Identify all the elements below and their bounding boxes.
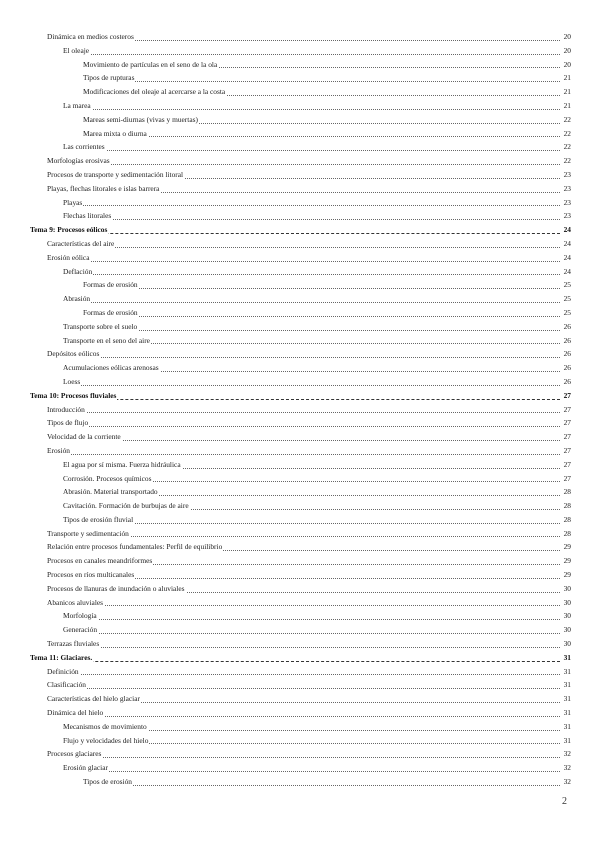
- toc-entry[interactable]: [30, 334, 571, 348]
- toc-entry[interactable]: [30, 223, 571, 237]
- toc-entry-label: Abanicos aluviales: [47, 596, 104, 610]
- dot-leader: [63, 385, 560, 386]
- dot-leader: [63, 771, 560, 772]
- toc-entry-page: 27: [563, 404, 571, 414]
- dot-leader: [47, 688, 560, 689]
- toc-entry-label: Procesos de llanuras de inundación o aluviales: [47, 582, 186, 596]
- toc-entry-page: 25: [563, 294, 571, 304]
- toc-entry-label: Movimiento de partículas en el seno de la ola: [83, 58, 218, 72]
- toc-entry[interactable]: [30, 168, 571, 182]
- toc-entry[interactable]: [30, 775, 571, 789]
- toc-entry-label: Depósitos eólicos: [47, 347, 100, 361]
- toc-entry-label: Procesos en canales meandriformes: [47, 554, 153, 568]
- toc-entry-page: 24: [563, 266, 571, 276]
- toc-entry[interactable]: [30, 58, 571, 72]
- toc-entry-page: 29: [563, 556, 571, 566]
- toc-entry[interactable]: [30, 320, 571, 334]
- toc-entry-label: Deflación: [63, 265, 93, 279]
- toc-entry-page: 30: [563, 625, 571, 635]
- toc-entry-label: Morfologías erosivas: [47, 154, 111, 168]
- toc-entry-label: Tipos de rupturas: [83, 71, 135, 85]
- toc-entry-page: 20: [563, 32, 571, 41]
- toc-entry[interactable]: [30, 609, 571, 623]
- toc-entry[interactable]: [30, 651, 571, 665]
- toc-entry-page: 29: [563, 570, 571, 580]
- toc-entry-label: Flechas litorales: [63, 209, 112, 223]
- dot-leader: [63, 109, 560, 110]
- toc-entry[interactable]: [30, 637, 571, 651]
- toc-entry[interactable]: [30, 678, 571, 692]
- toc-entry[interactable]: [30, 375, 571, 389]
- toc-entry[interactable]: [30, 389, 571, 403]
- toc-entry[interactable]: [30, 458, 571, 472]
- toc-entry-label: Mareas semi-diurnas (vivas y muertas): [83, 113, 199, 127]
- page-number: 2: [562, 796, 567, 807]
- toc-entry-page: 23: [563, 169, 571, 179]
- toc-entry-label: Tipos de flujo: [47, 416, 89, 430]
- toc-entry[interactable]: [30, 306, 571, 320]
- toc-entry-page: 32: [563, 763, 571, 773]
- toc-entry-page: 28: [563, 528, 571, 538]
- toc-entry-page: 23: [563, 183, 571, 193]
- toc-entry-page: 31: [563, 652, 571, 662]
- toc-entry-page: 25: [563, 280, 571, 290]
- toc-entry-page: 27: [563, 390, 571, 400]
- toc-entry[interactable]: [30, 665, 571, 679]
- dot-leader: [47, 164, 560, 165]
- toc-entry[interactable]: [30, 403, 571, 417]
- toc-entry[interactable]: [30, 196, 571, 210]
- toc-entry-label: Mecanismos de movimiento: [63, 720, 148, 734]
- toc-entry-label: Cavitación. Formación de burbujas de aire: [63, 499, 190, 513]
- toc-entry-label: Transporte en el seno del aire: [63, 334, 151, 348]
- toc-entry-page: 31: [563, 708, 571, 718]
- toc-entry[interactable]: [30, 761, 571, 775]
- toc-entry-page: 28: [563, 487, 571, 497]
- dot-leader: [30, 661, 560, 662]
- toc-entry[interactable]: [30, 444, 571, 458]
- toc-entry-label: Erosión glaciar: [63, 761, 109, 775]
- toc-entry[interactable]: [30, 99, 571, 113]
- toc-entry[interactable]: [30, 251, 571, 265]
- toc-entry[interactable]: [30, 720, 571, 734]
- toc-entry-page: 27: [563, 418, 571, 428]
- dot-leader: [47, 674, 560, 675]
- toc-entry-page: 23: [563, 197, 571, 207]
- toc-entry[interactable]: [30, 30, 571, 44]
- toc-entry[interactable]: [30, 582, 571, 596]
- toc-entry-label: Terrazas fluviales: [47, 637, 100, 651]
- dot-leader: [47, 412, 560, 413]
- dot-leader: [83, 81, 560, 82]
- toc-entry-page: 29: [563, 542, 571, 552]
- toc-entry-label: Transporte y sedimentación: [47, 527, 130, 541]
- toc-entry-label: Abrasión: [63, 292, 91, 306]
- toc-entry-page: 26: [563, 376, 571, 386]
- toc-entry-page: 20: [563, 59, 571, 69]
- toc-entry[interactable]: [30, 416, 571, 430]
- toc-entry-label: El agua por sí misma. Fuerza hidráulica: [63, 458, 182, 472]
- toc-entry-label: Morfología: [63, 609, 98, 623]
- toc-entry-page: 20: [563, 45, 571, 55]
- toc-entry-label: Playas: [63, 196, 83, 210]
- dot-leader: [30, 233, 560, 234]
- toc-entry[interactable]: [30, 513, 571, 527]
- toc-entry-label: Generación: [63, 623, 98, 637]
- toc-entry-label: Definición: [47, 665, 80, 679]
- toc-entry-label: Tipos de erosión fluvial: [63, 513, 134, 527]
- toc-entry-label: Tema 10: Procesos fluviales: [30, 389, 117, 403]
- toc-entry-label: Formas de erosión: [83, 278, 139, 292]
- dot-leader: [83, 785, 560, 786]
- toc-entry[interactable]: [30, 692, 571, 706]
- toc-entry-page: 22: [563, 156, 571, 166]
- toc-entry[interactable]: [30, 485, 571, 499]
- toc-entry-page: 24: [563, 225, 571, 235]
- toc-entry-page: 27: [563, 432, 571, 442]
- toc-entry-label: Abrasión. Material transportado: [63, 485, 159, 499]
- toc-entry-page: 22: [563, 114, 571, 124]
- toc-entry-page: 22: [563, 128, 571, 138]
- toc-entry-page: 22: [563, 142, 571, 152]
- toc-entry-label: Dinámica del hielo: [47, 706, 104, 720]
- toc-entry[interactable]: [30, 734, 571, 748]
- dot-leader: [83, 136, 560, 137]
- toc-entry-label: El oleaje: [63, 44, 90, 58]
- toc-entry-label: Tema 9: Procesos eólicos: [30, 223, 108, 237]
- toc-entry-page: 21: [563, 73, 571, 83]
- toc-entry[interactable]: [30, 113, 571, 127]
- toc-entry-page: 27: [563, 445, 571, 455]
- toc-entry-label: Procesos en ríos multicanales: [47, 568, 135, 582]
- toc-entry-page: 27: [563, 459, 571, 469]
- dot-leader: [47, 261, 560, 262]
- dot-leader: [83, 288, 560, 289]
- toc-entry[interactable]: [30, 554, 571, 568]
- toc-entry-label: Características del hielo glaciar: [47, 692, 141, 706]
- toc-entry-page: 26: [563, 335, 571, 345]
- toc-entry-label: Velocidad de la corriente: [47, 430, 122, 444]
- toc-entry-label: Corrosión. Procesos químicos: [63, 472, 152, 486]
- toc-entry-page: 30: [563, 611, 571, 621]
- toc-entry-page: 31: [563, 735, 571, 745]
- dot-leader: [47, 426, 560, 427]
- toc-entry-label: Modificaciones del oleaje al acercarse a la costa: [83, 85, 226, 99]
- toc-entry-page: 24: [563, 252, 571, 262]
- toc-entry-label: Introducción: [47, 403, 86, 417]
- dot-leader: [47, 757, 560, 758]
- dot-leader: [63, 219, 560, 220]
- toc-entry-label: Loess: [63, 375, 81, 389]
- toc-entry[interactable]: [30, 292, 571, 306]
- toc-entry-page: 32: [563, 777, 571, 787]
- toc-entry[interactable]: [30, 527, 571, 541]
- toc-entry-label: Tipos de erosión: [83, 775, 133, 789]
- toc-entry[interactable]: [30, 430, 571, 444]
- dot-leader: [47, 357, 560, 358]
- toc-entry-label: Tema 11: Glaciares.: [30, 651, 93, 665]
- dot-leader: [63, 302, 560, 303]
- dot-leader: [63, 523, 560, 524]
- toc-entry[interactable]: [30, 472, 571, 486]
- toc-entry[interactable]: [30, 154, 571, 168]
- toc-entry-page: 31: [563, 666, 571, 676]
- toc-entry[interactable]: [30, 85, 571, 99]
- toc-entry-page: 31: [563, 694, 571, 704]
- toc-entry[interactable]: [30, 540, 571, 554]
- toc-entry-page: 30: [563, 639, 571, 649]
- toc-entry-label: Relación entre procesos fundamentales: Perfil de equilibrio: [47, 540, 223, 554]
- toc-entry-page: 26: [563, 363, 571, 373]
- toc-entry-label: Erosión eólica: [47, 251, 90, 265]
- toc-entry-page: 30: [563, 583, 571, 593]
- toc-entry-page: 21: [563, 100, 571, 110]
- dot-leader: [47, 605, 560, 606]
- toc-entry-label: Procesos de transporte y sedimentación litoral: [47, 168, 184, 182]
- toc-entry[interactable]: [30, 347, 571, 361]
- toc-entry-label: Playas, flechas litorales e islas barrera: [47, 182, 160, 196]
- dot-leader: [63, 633, 560, 634]
- toc-entry-page: 28: [563, 501, 571, 511]
- toc-entry-label: La marea: [63, 99, 92, 113]
- dot-leader: [63, 274, 560, 275]
- toc-entry[interactable]: [30, 127, 571, 141]
- toc-entry-label: Acumulaciones eólicas arenosas: [63, 361, 160, 375]
- toc-entry-page: 25: [563, 307, 571, 317]
- dot-leader: [63, 54, 560, 55]
- toc-entry-page: 23: [563, 211, 571, 221]
- toc-entry-page: 26: [563, 321, 571, 331]
- toc-entry-page: 26: [563, 349, 571, 359]
- toc-entry-page: 28: [563, 514, 571, 524]
- toc-entry[interactable]: [30, 44, 571, 58]
- toc-entry[interactable]: [30, 499, 571, 513]
- toc-entry-page: 31: [563, 680, 571, 690]
- dot-leader: [83, 316, 560, 317]
- toc-entry-page: 31: [563, 721, 571, 731]
- dot-leader: [47, 716, 560, 717]
- dot-leader: [63, 205, 560, 206]
- dot-leader: [47, 454, 560, 455]
- toc-entry-label: Características del aire: [47, 237, 115, 251]
- toc-entry[interactable]: [30, 623, 571, 637]
- toc-entry-label: Erosión: [47, 444, 71, 458]
- toc-entry-label: Procesos glaciares: [47, 747, 102, 761]
- toc-entry[interactable]: [30, 265, 571, 279]
- toc-entry[interactable]: [30, 596, 571, 610]
- dot-leader: [47, 440, 560, 441]
- toc-entry[interactable]: [30, 237, 571, 251]
- dot-leader: [47, 247, 560, 248]
- toc-entry-label: Las corrientes: [63, 140, 106, 154]
- toc-entry[interactable]: [30, 278, 571, 292]
- toc-entry-label: Dinámica en medios costeros: [47, 30, 135, 44]
- toc-entry-label: Marea mixta o diurna: [83, 127, 148, 141]
- toc-entry-label: Clasificación: [47, 678, 87, 692]
- toc-entry-page: 21: [563, 87, 571, 97]
- toc-entry-page: 30: [563, 597, 571, 607]
- toc-entry[interactable]: [30, 71, 571, 85]
- toc-entry[interactable]: [30, 140, 571, 154]
- dot-leader: [63, 619, 560, 620]
- toc-entry[interactable]: [30, 209, 571, 223]
- toc-entry[interactable]: [30, 568, 571, 582]
- toc-entry[interactable]: [30, 182, 571, 196]
- toc-entry-label: Flujo y velocidades del hielo: [63, 734, 149, 748]
- toc-entry-label: Transporte sobre el suelo: [63, 320, 138, 334]
- toc-entry-page: 27: [563, 473, 571, 483]
- dot-leader: [47, 647, 560, 648]
- dot-leader: [63, 150, 560, 151]
- toc-entry[interactable]: [30, 706, 571, 720]
- toc-entry-label: Formas de erosión: [83, 306, 139, 320]
- toc-entry-page: 32: [563, 749, 571, 759]
- toc-entry[interactable]: [30, 361, 571, 375]
- table-of-contents: [30, 30, 571, 789]
- toc-entry[interactable]: [30, 747, 571, 761]
- toc-entry-page: 24: [563, 238, 571, 248]
